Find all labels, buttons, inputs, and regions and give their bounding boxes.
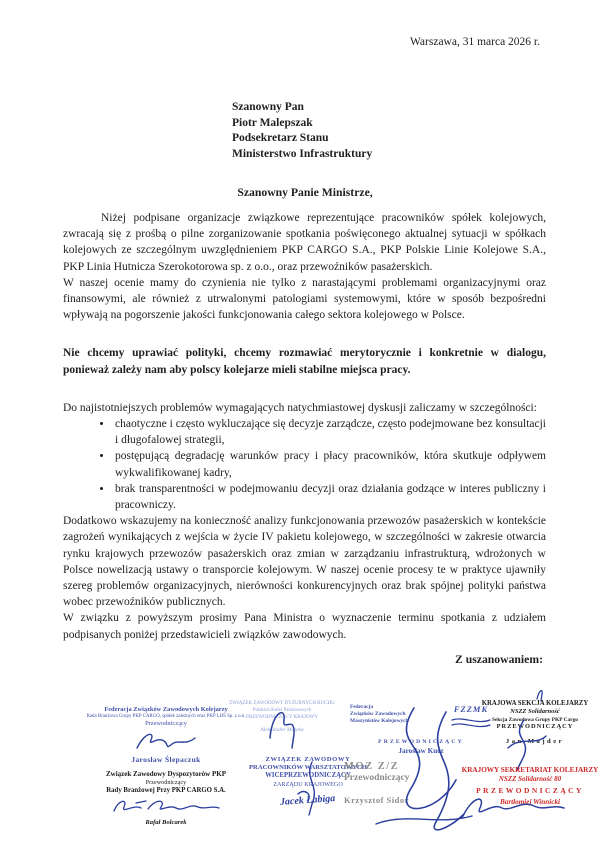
problem-bullet-list bbox=[63, 416, 546, 513]
stamp-role-line: PRZEWODNICZĄCY bbox=[476, 785, 584, 795]
stamp-role-line: PRZEWODNICZĄCY bbox=[378, 738, 464, 745]
bullet-text: brak transparentności w podejmowaniu decyzji oraz działania godzące w interes publiczny i pracowniczy. bbox=[115, 482, 546, 512]
solidarnosc-logotype: NSZZ Solidarność bbox=[510, 708, 560, 716]
handwritten-signature-icon bbox=[490, 716, 560, 772]
bullet-item bbox=[113, 448, 546, 480]
handwritten-signature-icon bbox=[252, 700, 307, 752]
handwritten-mark-icon bbox=[533, 684, 547, 704]
stamp-role-line: Przewodniczący bbox=[344, 773, 410, 784]
solidarnosc80-logotype: NSZZ Solidarność 80 bbox=[498, 775, 562, 783]
bullet-text: postępującą degradację warunków pracy i płacy pracowników, która skutkuje odpływem wykwalifikowanej kadry, bbox=[115, 450, 546, 479]
signatory-name: Aleksander Motyka bbox=[260, 727, 304, 733]
paragraph-list-intro: Do najistotniejszych problemów wymagających natychmiastowej dyskusji zaliczamy w szczególności: bbox=[63, 401, 537, 414]
signature-block-zzd bbox=[76, 770, 256, 827]
bullet-text: chaotyczne i często wykluczające się decyzje zarządcze, często podejmowane bez konsultacji i długofalowej strategii, bbox=[115, 418, 546, 447]
stamp-org-line: KRAJOWA SEKCJA KOLEJARZY bbox=[481, 700, 589, 707]
signatory-name: Jarosław Ślepaczuk bbox=[131, 755, 201, 765]
bullet-item bbox=[113, 481, 546, 513]
addressee-line: Szanowny Pan bbox=[232, 101, 304, 113]
stamp-org-line: Związek Zawodowy Dyspozytorów PKP bbox=[106, 770, 226, 778]
signatory-name: Krzysztof Sidor bbox=[344, 795, 409, 805]
stamp-org-line: ZWIĄZEK ZAWODOWY bbox=[265, 756, 351, 763]
fzzmk-logo-text: FZZMK bbox=[453, 704, 489, 714]
stamp-org-line: Federacja Związków Zawodowych Kolejarzy bbox=[104, 706, 228, 713]
stamp-role-line: Przewodniczący bbox=[145, 720, 187, 728]
paragraph-intro: Niżej podpisane organizacje związkowe reprezentujące pracowników spółek kolejowych, zwracają się z prośbą o pilne zorganizowanie spotkania poświęconego aktualnej sytuacji w spółkach kolejowych ze szczególnym uwzględnieniem PKP CARGO S.A., PKP Polskie Linie Kolejowe S.A., PKP Linia Hutnicza Szerokotorowa sp. z o.o., oraz przewoźników pasażerskich. bbox=[63, 212, 546, 273]
signatory-name: Rafał Bolcarek bbox=[145, 818, 187, 826]
stamp-role-line: PRZEWODNICZĄCY bbox=[496, 723, 574, 731]
date-line: Warszawa, 31 marca 2026 r. bbox=[410, 36, 540, 48]
closing-phrase: Z uszanowaniem: bbox=[455, 652, 543, 666]
addressee-line: Ministerstwo Infrastruktury bbox=[232, 147, 373, 160]
stamp-org-line: Federacja bbox=[350, 704, 374, 710]
handwritten-signature-icon bbox=[131, 728, 201, 754]
stamp-org-line: MOZ Z/Z bbox=[344, 761, 400, 772]
signatory-name: Jacek Łabiga bbox=[279, 792, 336, 808]
paragraph-request: W związku z powyższym prosimy Pana Ministra o wyznaczenie terminu spotkania z udziałem podpisanych poniżej przedstawicieli związków zawodowych. bbox=[63, 612, 546, 641]
addressee-line: Piotr Malepszak bbox=[232, 116, 313, 129]
paragraph-additional: Dodatkowo wskazujemy na konieczność analizy funkcjonowania przewozów pasażerskich w kontekście zagrożeń wynikających z wejścia w życie IV pakietu kolejowego, w szczególności w zakresie otwarcia rynku krajowych przewozów pasażerskich oraz zmian w zarządzaniu infrastrukturą, wdrożonych w Polsce nowelizacją ustawy o transporcie kolejowym. W naszej ocenie procesy te w praktyce ujawniły szereg problemów organizacyjnych, nierówności konkurencyjnych oraz brak spójnej polityki państwa wobec przewoźników publicznych. bbox=[63, 515, 546, 609]
stamp-role-line: PRZEWODNICZĄCY KRAJOWY bbox=[246, 715, 318, 720]
signatory-name: Jarosław Kucz bbox=[398, 746, 444, 755]
stamp-org-line: ZWIĄZEK ZAWODOWY DYŻURNYCH RUCHU bbox=[229, 701, 335, 706]
paragraph-bold-statement: Nie chcemy uprawiać polityki, chcemy rozmawiać merytorycznie i konkretnie w dialogu, ponieważ zależy nam aby polscy kolejarze mieli stabilne miejsca pracy. bbox=[63, 347, 546, 376]
stamp-org-line: Rady Branżowej Przy PKP CARGO S.A. bbox=[106, 786, 226, 794]
bullet-item bbox=[113, 416, 546, 448]
paragraph-assessment: W naszej ocenie mamy do czynienia nie tylko z narastającymi problemami organizacyjnymi oraz finansowymi, ale również z utrwalonymi patologiami systemowymi, które w sposób bezpośredni wpływają na pogorszenie jakości funkcjonowania całego sektora kolejowego w Polsce. bbox=[63, 276, 546, 322]
stamp-org-line: Rada Branżowa Grupy PKP CARGO, spółek zależnych oraz PKP LHS Sp. z o.o. bbox=[86, 714, 246, 719]
stamp-org-line: Związków Zawodowych bbox=[350, 711, 406, 718]
handwritten-signature-icon bbox=[452, 788, 572, 830]
stamp-role-line: ZARZĄDU KRAJOWEGO bbox=[273, 780, 343, 788]
signatory-name: Bartłomiej Winnicki bbox=[499, 798, 561, 806]
signatory-name: Jan Majder bbox=[505, 738, 565, 746]
letter-body bbox=[63, 210, 546, 643]
signature-area bbox=[0, 694, 610, 860]
stamp-role-line: Przewodniczący bbox=[145, 778, 187, 786]
stamp-org-line: Sekcja Zawodowa Grupy PKP Cargo bbox=[492, 716, 578, 723]
stamp-role-line: WICEPRZEWODNICZĄCY bbox=[265, 772, 351, 780]
addressee-line: Podsekretarz Stanu bbox=[232, 132, 329, 144]
stamp-org-line: Maszynistów Kolejowych bbox=[350, 718, 409, 725]
handwritten-signature-icon bbox=[106, 795, 226, 819]
addressee-block bbox=[232, 100, 610, 162]
salutation: Szanowny Panie Ministrze, bbox=[237, 186, 373, 199]
stamp-org-line: Polskich Kolei Państwowych bbox=[252, 708, 312, 713]
stamp-org-line: PRACOWNIKÓW WARSZTATOWYCH bbox=[249, 764, 367, 772]
handwritten-signature-icon bbox=[288, 760, 332, 818]
stamp-org-line: KRAJOWY SEKRETARIAT KOLEJARZY bbox=[461, 766, 599, 774]
